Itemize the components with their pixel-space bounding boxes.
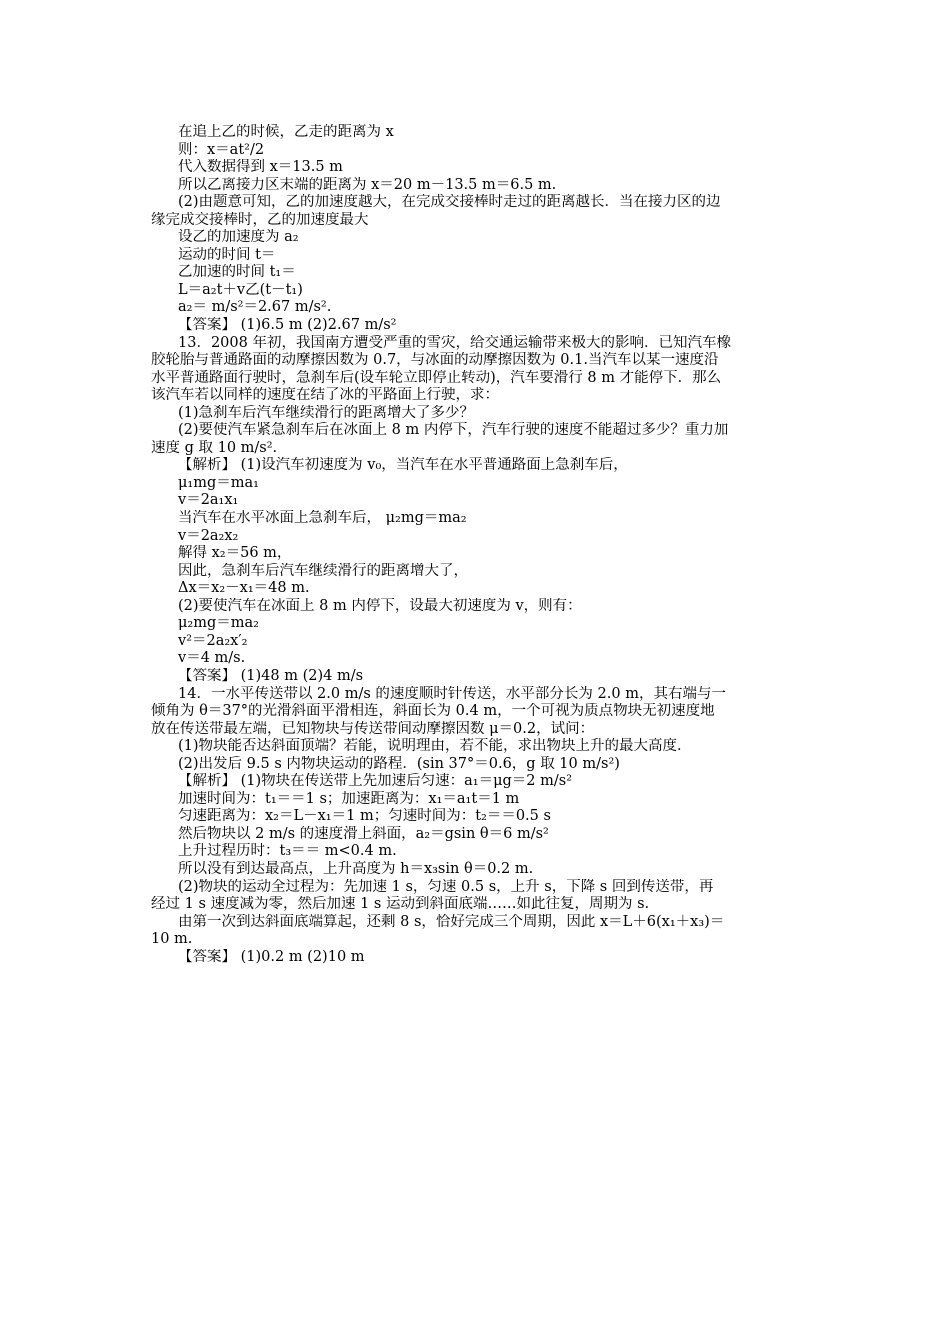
document-body xyxy=(151,124,811,966)
text-line: 所以没有到达最高点，上升高度为 h＝x₃sin θ＝0.2 m. xyxy=(178,860,534,877)
text-line: 运动的时间 t＝ xyxy=(178,246,276,263)
text-line: (2)物块的运动全过程为：先加速 1 s，匀速 0.5 s，上升 s，下降 s 回到传送带，再 xyxy=(178,878,714,895)
text-line: 然后物块以 2 m/s 的速度滑上斜面，a₂＝gsin θ＝6 m/s² xyxy=(178,825,549,842)
text-line: 【答案】 (1)48 m (2)4 m/s xyxy=(178,667,364,684)
text-line: 10 m. xyxy=(151,931,193,948)
text-line: (1)物块能否达斜面顶端？若能，说明理由，若不能，求出物块上升的最大高度． xyxy=(178,738,692,755)
text-line: 【解析】 (1)物块在传送带上先加速后匀速：a₁＝μg＝2 m/s² xyxy=(178,773,573,790)
text-line: 则：x＝at²/2 xyxy=(178,141,265,158)
text-line: v＝2a₂x₂ xyxy=(178,527,239,544)
text-line: 速度 g 取 10 m/s². xyxy=(151,439,278,456)
text-line: μ₂mg＝ma₂ xyxy=(178,615,259,632)
text-line: 加速时间为：t₁＝＝1 s；加速距离为：x₁＝a₁t＝1 m xyxy=(178,790,520,807)
text-line: (2)要使汽车在冰面上 8 m 内停下，设最大初速度为 v，则有： xyxy=(178,597,582,614)
text-line: 缘完成交接棒时，乙的加速度最大 xyxy=(151,211,369,228)
text-line: 当汽车在水平冰面上急刹车后， μ₂mg＝ma₂ xyxy=(178,510,467,527)
text-line: 放在传送带最左端，已知物块与传送带间动摩擦因数 μ＝0.2，试问： xyxy=(151,720,595,737)
text-line: 13．2008 年初，我国南方遭受严重的雪灾，给交通运输带来极大的影响．已知汽车橡 xyxy=(178,334,731,351)
text-line: v＝4 m/s. xyxy=(178,650,246,667)
text-line: μ₁mg＝ma₁ xyxy=(178,474,259,491)
text-line: 上升过程历时：t₃＝＝ m<0.4 m. xyxy=(178,843,397,860)
text-line: 14．一水平传送带以 2.0 m/s 的速度顺时针传送，水平部分长为 2.0 m，其右端与一 xyxy=(178,685,726,702)
text-line: 胶轮胎与普通路面的动摩擦因数为 0.7，与冰面的动摩擦因数为 0.1.当汽车以某一速度沿 xyxy=(151,352,719,369)
text-line: 所以乙离接力区末端的距离为 x＝20 m－13.5 m＝6.5 m. xyxy=(178,176,557,193)
text-line: 【答案】 (1)6.5 m (2)2.67 m/s² xyxy=(178,317,397,334)
text-line: 设乙的加速度为 a₂ xyxy=(178,229,299,246)
text-line: 水平普通路面行驶时，急刹车后(设车轮立即停止转动)，汽车要滑行 8 m 才能停下．那么 xyxy=(151,369,722,386)
text-line: (2)要使汽车紧急刹车后在冰面上 8 m 内停下，汽车行驶的速度不能超过多少？重力加 xyxy=(178,422,729,439)
text-line: 解得 x₂＝56 m， xyxy=(178,545,292,562)
text-line: 代入数据得到 x＝13.5 m xyxy=(178,159,343,176)
text-line: 在追上乙的时候，乙走的距离为 x xyxy=(178,124,394,140)
text-line: 由第一次到达斜面底端算起，还剩 8 s，恰好完成三个周期，因此 x＝L＋6(x₁＋x₃)＝ xyxy=(178,913,725,930)
text-line: L＝a₂t＋v乙(t－t₁) xyxy=(178,281,303,298)
text-line: 该汽车若以同样的速度在结了冰的平路面上行驶，求： xyxy=(151,387,499,404)
text-line: (2)由题意可知，乙的加速度越大，在完成交接棒时走过的距离越长．当在接力区的边 xyxy=(178,194,721,211)
text-line: 乙加速的时间 t₁＝ xyxy=(178,264,296,281)
text-line: v＝2a₁x₁ xyxy=(178,492,239,509)
text-line: 倾角为 θ＝37°的光滑斜面平滑相连，斜面长为 0.4 m，一个可视为质点物块无初速度地 xyxy=(151,703,715,720)
text-line: 因此，急刹车后汽车继续滑行的距离增大了， xyxy=(178,562,468,579)
text-line: (2)出发后 9.5 s 内物块运动的路程．(sin 37°＝0.6，g 取 10 m/s²) xyxy=(178,755,620,772)
text-line: (1)急刹车后汽车继续滑行的距离增大了多少？ xyxy=(178,404,475,421)
text-line: Δx＝x₂－x₁＝48 m. xyxy=(178,580,310,597)
text-line: 【答案】 (1)0.2 m (2)10 m xyxy=(178,948,365,965)
text-line: a₂＝ m/s²＝2.67 m/s². xyxy=(178,299,332,316)
text-line: 【解析】 (1)设汽车初速度为 v₀，当汽车在水平普通路面上急刹车后， xyxy=(178,457,628,474)
text-line: v²＝2a₂x′₂ xyxy=(178,632,248,649)
text-line: 经过 1 s 速度减为零，然后加速 1 s 运动到斜面底端……如此往复，周期为 s. xyxy=(151,896,650,913)
text-line: 匀速距离为：x₂＝L－x₁＝1 m；匀速时间为：t₂＝＝0.5 s xyxy=(178,808,551,825)
